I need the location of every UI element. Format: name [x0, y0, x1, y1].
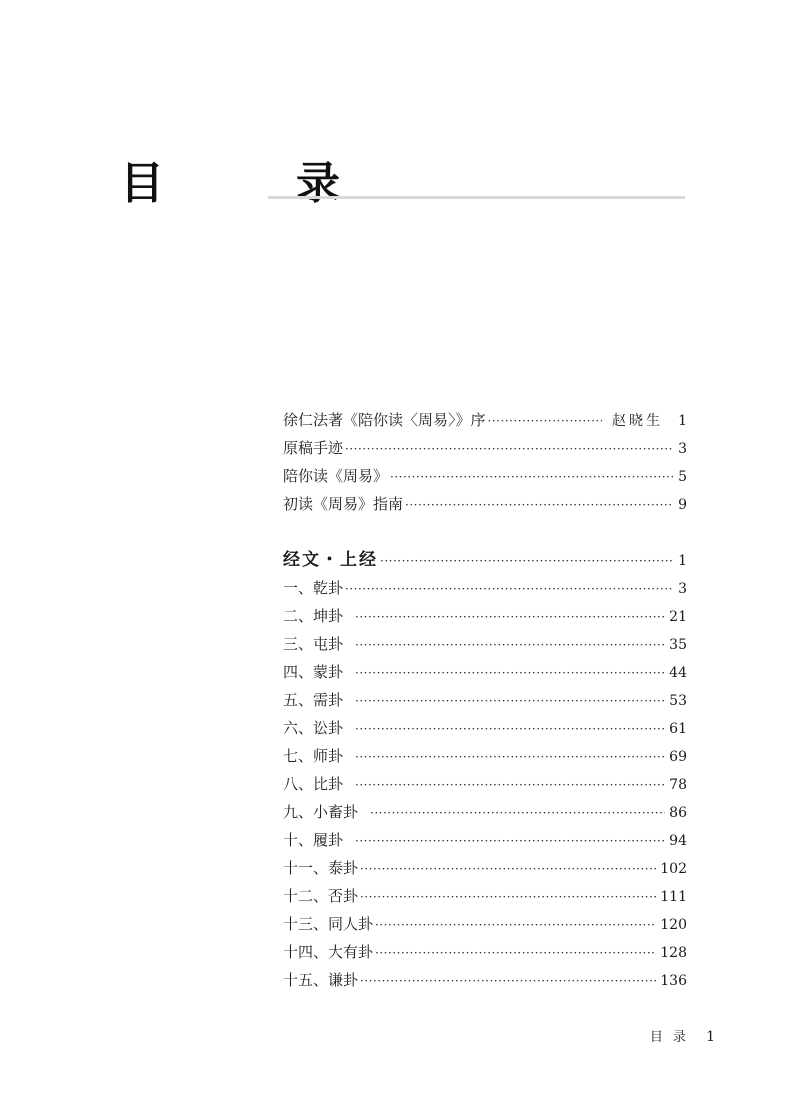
toc-entry-label: 初读《周易》指南 [283, 495, 404, 513]
chapter-label: 八、比卦 [283, 775, 344, 793]
dot-leader [355, 659, 665, 687]
dot-leader [355, 631, 665, 659]
title-rule [268, 196, 685, 199]
toc-entry-label: 徐仁法著《陪你读〈周易〉》序 [283, 411, 486, 429]
toc-chapter-entry[interactable] [283, 602, 687, 630]
dot-leader [355, 743, 665, 771]
dot-leader [380, 547, 673, 575]
toc-chapter-entry[interactable] [283, 826, 687, 854]
dot-leader [345, 575, 673, 603]
toc-chapter-entry[interactable] [283, 630, 687, 658]
toc-entry-page: 9 [678, 497, 687, 513]
toc-entry-author: 赵晓生 [612, 413, 663, 429]
chapter-label: 十、履卦 [283, 831, 344, 849]
chapter-page: 136 [660, 973, 687, 989]
chapter-label: 二、坤卦 [283, 607, 344, 625]
chapter-label: 四、蒙卦 [283, 663, 344, 681]
toc-entry-page: 5 [678, 469, 687, 485]
chapter-page: 44 [669, 665, 687, 681]
chapter-page: 61 [669, 721, 687, 737]
chapter-label: 十一、泰卦 [283, 859, 359, 877]
chapter-label: 六、讼卦 [283, 719, 344, 737]
dot-leader [355, 827, 665, 855]
dot-leader [360, 883, 656, 911]
toc-entry-preface[interactable] [283, 406, 687, 434]
toc-chapter-entry[interactable] [283, 574, 687, 602]
chapter-label: 十四、大有卦 [283, 943, 374, 961]
toc-chapter-entry[interactable] [283, 770, 687, 798]
dot-leader [355, 715, 665, 743]
chapter-page: 35 [669, 637, 687, 653]
chapter-label: 十二、否卦 [283, 887, 359, 905]
dot-leader [375, 939, 656, 967]
table-of-contents [283, 406, 687, 994]
chapter-label: 十三、同人卦 [283, 915, 374, 933]
dot-leader [355, 771, 665, 799]
section-label: 经文・上经 [283, 550, 378, 570]
chapter-label: 十五、谦卦 [283, 971, 359, 989]
dot-leader [370, 799, 665, 827]
chapter-page: 21 [669, 609, 687, 625]
toc-chapter-entry[interactable] [283, 938, 687, 966]
chapter-page: 102 [660, 861, 687, 877]
dot-leader [355, 603, 665, 631]
toc-section-heading[interactable] [283, 546, 687, 574]
toc-entry-label: 陪你读《周易》 [283, 467, 389, 485]
toc-entry-guide[interactable] [283, 490, 687, 518]
chapter-label: 七、师卦 [283, 747, 344, 765]
page-footer [650, 1026, 715, 1049]
toc-entry-reading-with-you[interactable] [283, 462, 687, 490]
chapter-label: 一、乾卦 [283, 579, 344, 597]
page-title: 目 录 [120, 158, 384, 209]
chapter-page: 86 [669, 805, 687, 821]
toc-chapter-entry[interactable] [283, 854, 687, 882]
chapter-page: 94 [669, 833, 687, 849]
dot-leader [360, 855, 656, 883]
chapter-page: 78 [669, 777, 687, 793]
toc-chapter-entry[interactable] [283, 882, 687, 910]
chapter-label: 三、屯卦 [283, 635, 344, 653]
toc-entry-label: 原稿手迹 [283, 439, 344, 457]
dot-leader [360, 967, 656, 995]
chapter-label: 五、需卦 [283, 691, 344, 709]
toc-chapter-entry[interactable] [283, 686, 687, 714]
dot-leader [355, 687, 665, 715]
dot-leader [390, 463, 673, 491]
running-footer-title: 目录 [649, 1030, 696, 1045]
dot-leader [345, 435, 673, 463]
toc-chapter-entry[interactable] [283, 742, 687, 770]
toc-chapter-entry[interactable] [283, 714, 687, 742]
chapter-page: 53 [669, 693, 687, 709]
dot-leader [488, 407, 602, 435]
toc-chapter-entry[interactable] [283, 966, 687, 994]
toc-chapter-entry[interactable] [283, 658, 687, 686]
section-page: 1 [678, 553, 687, 569]
chapter-page: 128 [660, 945, 687, 961]
chapter-page: 120 [660, 917, 687, 933]
chapter-page: 69 [669, 749, 687, 765]
toc-chapter-entry[interactable] [283, 910, 687, 938]
page-number: 1 [706, 1029, 715, 1045]
toc-entry-page: 3 [678, 441, 687, 457]
section-gap [283, 518, 687, 546]
toc-chapter-entry[interactable] [283, 798, 687, 826]
dot-leader [375, 911, 656, 939]
chapter-label: 九、小畜卦 [283, 803, 359, 821]
toc-entry-page: 1 [678, 413, 687, 429]
toc-entry-manuscript[interactable] [283, 434, 687, 462]
chapter-page: 111 [660, 889, 687, 905]
dot-leader [405, 491, 673, 519]
chapter-page: 3 [678, 581, 687, 597]
